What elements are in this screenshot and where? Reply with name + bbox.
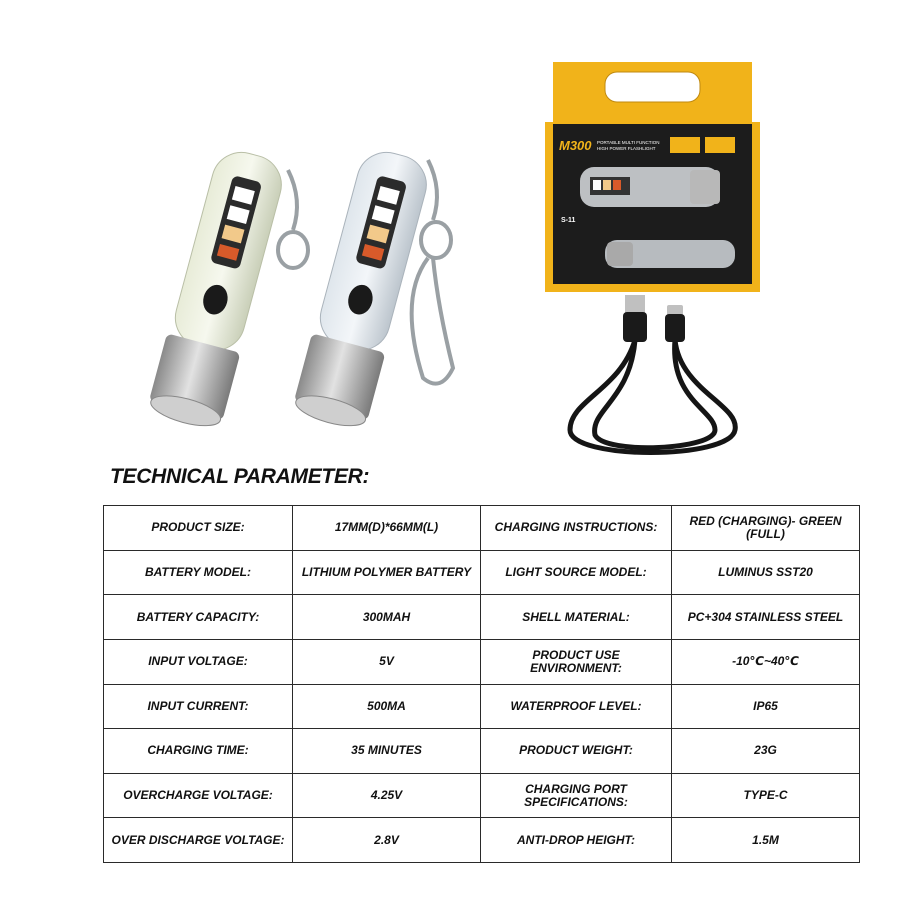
spec-value: -10℃~40℃	[672, 639, 860, 684]
spec-value: 17MM(D)*66MM(L)	[293, 506, 481, 551]
spec-label: BATTERY MODEL:	[104, 550, 293, 595]
package-tagline-1: PORTABLE MULTI FUNCTION	[597, 140, 660, 145]
spec-label: SHELL MATERIAL:	[481, 595, 672, 640]
page-title: TECHNICAL PARAMETER:	[110, 465, 370, 488]
table-row	[104, 550, 860, 595]
spec-value: 4.25V	[293, 773, 481, 818]
table-row	[104, 506, 860, 551]
spec-label: CHARGING TIME:	[104, 729, 293, 774]
spec-table	[103, 505, 860, 863]
spec-label: PRODUCT USE ENVIRONMENT:	[481, 639, 672, 684]
spec-label: PRODUCT SIZE:	[104, 506, 293, 551]
spec-value: 500MA	[293, 684, 481, 729]
spec-value: RED (CHARGING)- GREEN (FULL)	[672, 506, 860, 551]
flashlight-photo	[108, 130, 458, 450]
spec-value: IP65	[672, 684, 860, 729]
table-row	[104, 773, 860, 818]
spec-label: OVERCHARGE VOLTAGE:	[104, 773, 293, 818]
spec-label: CHARGING PORT SPECIFICATIONS:	[481, 773, 672, 818]
spec-label: ANTI-DROP HEIGHT:	[481, 818, 672, 863]
spec-label: WATERPROOF LEVEL:	[481, 684, 672, 729]
table-row	[104, 639, 860, 684]
spec-value: LITHIUM POLYMER BATTERY	[293, 550, 481, 595]
table-row	[104, 684, 860, 729]
table-row	[104, 818, 860, 863]
spec-value: 5V	[293, 639, 481, 684]
spec-label: INPUT VOLTAGE:	[104, 639, 293, 684]
package-box-photo	[545, 62, 760, 292]
spec-label: INPUT CURRENT:	[104, 684, 293, 729]
usb-a-plug-icon	[625, 295, 645, 313]
package-tagline-2: HIGH POWER FLASHLIGHT	[597, 146, 656, 151]
table-row	[104, 595, 860, 640]
spec-label: OVER DISCHARGE VOLTAGE:	[104, 818, 293, 863]
spec-value: 2.8V	[293, 818, 481, 863]
spec-value: LUMINUS SST20	[672, 550, 860, 595]
spec-label: LIGHT SOURCE MODEL:	[481, 550, 672, 595]
flashlight-green-icon	[146, 145, 291, 432]
table-row	[104, 729, 860, 774]
spec-value: PC+304 STAINLESS STEEL	[672, 595, 860, 640]
spec-value: 300MAH	[293, 595, 481, 640]
spec-value: 35 MINUTES	[293, 729, 481, 774]
usb-c-plug-icon	[667, 305, 683, 315]
spec-value: 1.5M	[672, 818, 860, 863]
spec-label: CHARGING INSTRUCTIONS:	[481, 506, 672, 551]
package-model: M300	[559, 138, 592, 153]
usb-cable-photo	[550, 290, 750, 465]
spec-label: PRODUCT WEIGHT:	[481, 729, 672, 774]
package-code: S-11	[561, 217, 576, 224]
spec-value: TYPE-C	[672, 773, 860, 818]
spec-label: BATTERY CAPACITY:	[104, 595, 293, 640]
spec-value: 23G	[672, 729, 860, 774]
